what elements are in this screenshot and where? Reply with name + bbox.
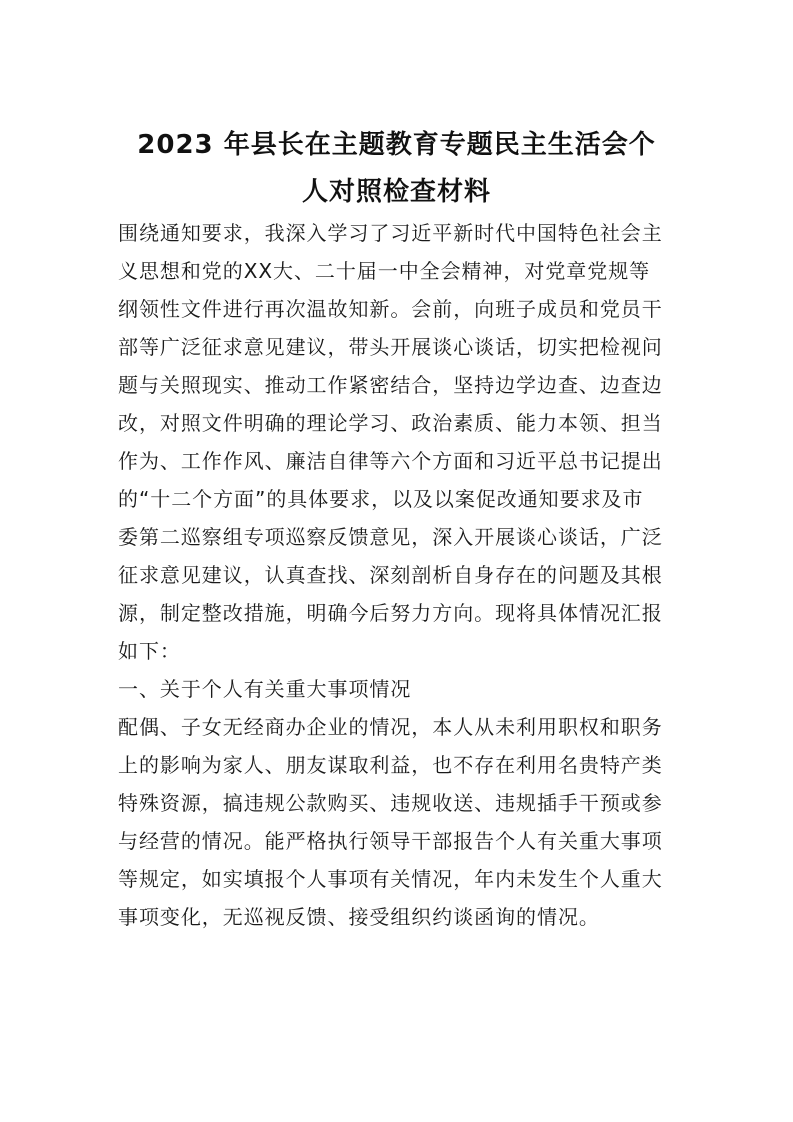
paragraph-line: 的“十二个方面”的具体要求，以及以案促改通知要求及市: [118, 487, 644, 511]
section1-paragraph: [118, 708, 678, 936]
paragraph-line: 征求意见建议，认真查找、深刻剖析自身存在的问题及其根: [118, 563, 663, 587]
paragraph-line: 围绕通知要求，我深入学习了习近平新时代中国特色社会主: [118, 221, 663, 245]
paragraph-line: 事项变化，无巡视反馈、接受组织约谈函询的情况。: [118, 905, 600, 929]
title-line: 2023 年县长在主题教育专题民主生活会个: [137, 130, 656, 160]
paragraph-line: 题与关照现实、推动工作紧密结合，坚持边学边查、边查边: [118, 373, 663, 397]
paragraph-line: 特殊资源，搞违规公款购买、违规收送、违规插手干预或参: [118, 791, 663, 815]
paragraph-line: 部等广泛征求意见建议，带头开展谈心谈话，切实把检视问: [118, 335, 663, 359]
paragraph-line: 上的影响为家人、朋友谋取利益，也不存在利用名贵特产类: [118, 753, 663, 777]
paragraph-line: 源，制定整改措施，明确今后努力方向。现将具体情况汇报: [118, 601, 663, 625]
paragraph-line: 等规定，如实填报个人事项有关情况，年内未发生个人重大: [118, 867, 663, 891]
paragraph-line: 如下：: [118, 639, 181, 663]
paragraph-line: 配偶、子女无经商办企业的情况，本人从未利用职权和职务: [118, 715, 663, 739]
paragraph-line: 纲领性文件进行再次温故知新。会前，向班子成员和党员干: [118, 297, 663, 321]
document-title: [118, 122, 675, 216]
paragraph-line: 义思想和党的XX大、二十届一中全会精神，对党章党规等: [118, 259, 651, 283]
title-line: 人对照检查材料: [301, 177, 491, 207]
intro-paragraph: [118, 214, 678, 670]
paragraph-line: 委第二巡察组专项巡察反馈意见，深入开展谈心谈话，广泛: [118, 525, 663, 549]
document-body: [118, 214, 678, 936]
paragraph-line: 改，对照文件明确的理论学习、政治素质、能力本领、担当: [118, 411, 663, 435]
section-heading: 一、关于个人有关重大事项情况: [118, 677, 412, 701]
paragraph-line: 与经营的情况。能严格执行领导干部报告个人有关重大事项: [118, 829, 663, 853]
paragraph-line: 作为、工作作风、廉洁自律等六个方面和习近平总书记提出: [118, 449, 663, 473]
